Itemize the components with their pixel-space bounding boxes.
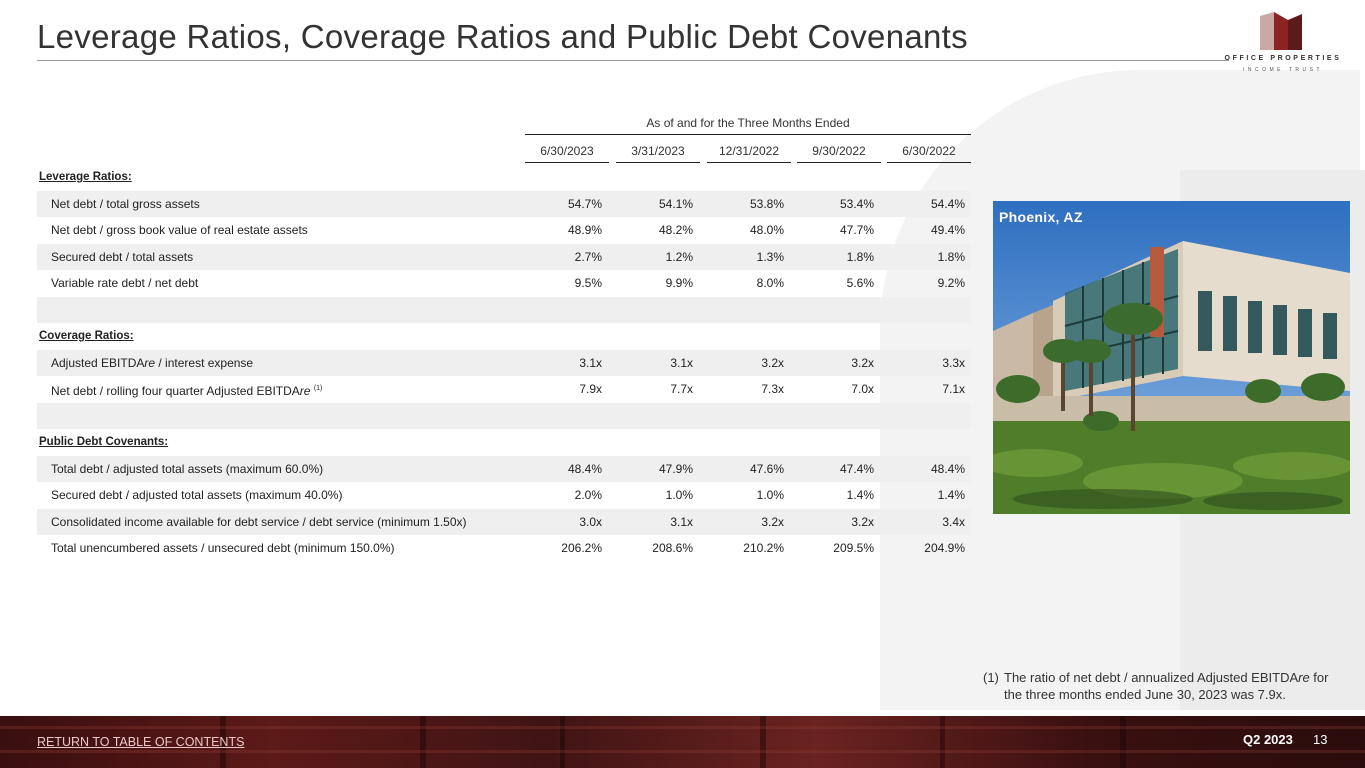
- table-row: [37, 535, 971, 562]
- table-cell: 7.9x: [579, 382, 602, 396]
- table-cell: 7.1x: [942, 382, 965, 396]
- row-label: Leverage Ratios:: [39, 171, 132, 183]
- table-cell: 3.2x: [761, 355, 784, 370]
- table-cell: 2.7%: [574, 249, 602, 264]
- table-row: [37, 244, 971, 271]
- row-label: Adjusted EBITDAre / interest expense: [51, 355, 254, 370]
- footnote-text: The ratio of net debt / annualized Adjusted EBITDAre for the three months ended June 30, 2023 was 7.9x.: [1004, 670, 1329, 702]
- table-cell: 48.2%: [658, 223, 693, 237]
- table-cell: 1.8%: [937, 249, 965, 264]
- logo-mark-icon: [1260, 12, 1306, 50]
- column-header: 3/31/2023: [616, 139, 700, 163]
- table-row: [37, 217, 971, 244]
- building-photo-icon: [993, 201, 1350, 514]
- table-cell: 2.0%: [574, 488, 602, 502]
- row-label: Secured debt / total assets: [51, 249, 194, 264]
- row-label: Net debt / total gross assets: [51, 196, 200, 211]
- table-cell: 3.1x: [579, 355, 602, 370]
- row-label: Coverage Ratios:: [39, 330, 134, 342]
- section-header-row: [37, 429, 971, 456]
- table-cell: 53.8%: [749, 196, 784, 211]
- table-cell: 3.3x: [942, 355, 965, 370]
- table-row: [37, 191, 971, 218]
- company-logo: [1218, 12, 1348, 78]
- table-cell: 9.5%: [574, 276, 602, 290]
- table-cell: 48.0%: [749, 223, 784, 237]
- table-cell: 1.2%: [665, 249, 693, 264]
- page-number: 13: [1313, 732, 1328, 747]
- table-cell: 48.4%: [567, 461, 602, 476]
- property-photo: [993, 201, 1350, 514]
- table-cell: 1.4%: [846, 488, 874, 502]
- table-row: [37, 270, 971, 297]
- table-cell: 54.7%: [567, 196, 602, 211]
- section-header-row: [37, 323, 971, 350]
- row-label: Secured debt / adjusted total assets (maximum 40.0%): [51, 488, 343, 502]
- table-cell: 47.7%: [839, 223, 874, 237]
- table-cell: 48.4%: [930, 461, 965, 476]
- column-header: 6/30/2023: [525, 139, 609, 163]
- row-label: Consolidated income available for debt service / debt service (minimum 1.50x): [51, 514, 467, 529]
- logo-subtitle: INCOME TRUST: [1243, 67, 1323, 73]
- table-row: [37, 509, 971, 536]
- table-cell: 47.4%: [839, 461, 874, 476]
- table-cell: 206.2%: [561, 541, 602, 555]
- table-body: [37, 164, 971, 562]
- table-cell: 48.9%: [567, 223, 602, 237]
- table-cell: 7.0x: [851, 382, 874, 396]
- table-cell: 1.8%: [846, 249, 874, 264]
- table-cell: 209.5%: [833, 541, 874, 555]
- table-cell: 9.9%: [665, 276, 693, 290]
- table-row: [37, 482, 971, 509]
- table-cell: 208.6%: [652, 541, 693, 555]
- table-group-header: As of and for the Three Months Ended: [525, 111, 971, 135]
- page-title: Leverage Ratios, Coverage Ratios and Public Debt Covenants: [37, 18, 968, 55]
- column-header: 6/30/2022: [887, 139, 971, 163]
- column-header: 12/31/2022: [707, 139, 791, 163]
- row-label: Total unencumbered assets / unsecured debt (minimum 150.0%): [51, 541, 395, 555]
- row-label: Public Debt Covenants:: [39, 436, 169, 448]
- row-label: Net debt / rolling four quarter Adjusted EBITDAre $^{(1)}$: [51, 384, 323, 398]
- table-cell: 49.4%: [930, 223, 965, 237]
- footer-bar: [0, 716, 1365, 768]
- table-cell: 1.0%: [756, 488, 784, 502]
- table-cell: 54.1%: [658, 196, 693, 211]
- title-divider: [37, 60, 1229, 61]
- table-cell: 7.7x: [670, 382, 693, 396]
- table-cell: 3.4x: [942, 514, 965, 529]
- table-cell: 54.4%: [930, 196, 965, 211]
- column-header: 9/30/2022: [797, 139, 881, 163]
- logo-name: OFFICE PROPERTIES: [1224, 55, 1342, 62]
- row-label: Net debt / gross book value of real estate assets: [51, 223, 308, 237]
- table-cell: 47.6%: [749, 461, 784, 476]
- return-to-toc-link[interactable]: RETURN TO TABLE OF CONTENTS: [37, 735, 245, 749]
- table-cell: 3.1x: [670, 355, 693, 370]
- table-cell: 8.0%: [756, 276, 784, 290]
- table-cell: 3.2x: [851, 355, 874, 370]
- row-label: Total debt / adjusted total assets (maximum 60.0%): [51, 461, 324, 476]
- table-cell: 3.1x: [670, 514, 693, 529]
- spacer-row: [37, 403, 971, 430]
- table-cell: 53.4%: [839, 196, 874, 211]
- footer-quarter: Q2 2023: [1243, 732, 1293, 747]
- row-label: Variable rate debt / net debt: [51, 276, 199, 290]
- table-cell: 3.0x: [579, 514, 602, 529]
- table-row: [37, 350, 971, 377]
- table-cell: 3.2x: [761, 514, 784, 529]
- table-row: [37, 376, 971, 403]
- table-cell: 3.2x: [851, 514, 874, 529]
- table-cell: 210.2%: [743, 541, 784, 555]
- table-cell: 9.2%: [937, 276, 965, 290]
- table-cell: 7.3x: [761, 382, 784, 396]
- section-header-row: [37, 164, 971, 191]
- table-cell: 204.9%: [924, 541, 965, 555]
- table-cell: 5.6%: [846, 276, 874, 290]
- table-cell: 47.9%: [658, 461, 693, 476]
- spacer-row: [37, 297, 971, 324]
- table-cell: 1.3%: [756, 249, 784, 264]
- footnote-number: (1): [983, 670, 999, 685]
- table-cell: 1.0%: [665, 488, 693, 502]
- table-row: [37, 456, 971, 483]
- table-cell: 1.4%: [937, 488, 965, 502]
- photo-caption: Phoenix, AZ: [999, 209, 1083, 225]
